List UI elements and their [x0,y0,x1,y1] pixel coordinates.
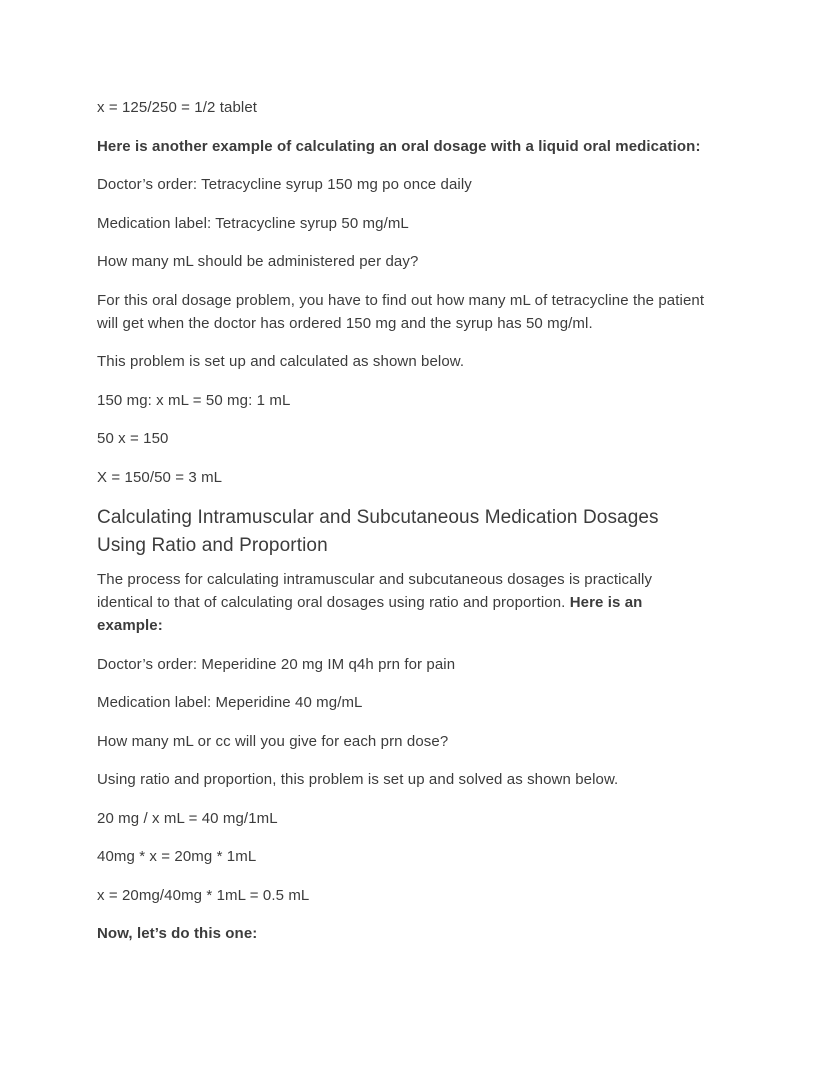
section-intro-normal-text: The process for calculating intramuscular and subcutaneous dosages is practically identical to that of calculating oral dosages using ratio and proportion. [97,571,653,611]
formula-50x-equals-150: 50 x = 150 [97,430,169,447]
explanation-oral-dosage-problem: For this oral dosage problem, you have to find out how many mL of tetracycline the patient will get when the doctor has ordered 150 mg and the syrup has 50 mg/ml. [97,291,705,332]
formula-20mg-over-xml: 20 mg / x mL = 40 mg/1mL [97,809,278,827]
formula-40mg-times-x: 40mg * x = 20mg * 1mL [97,848,257,865]
doctors-order-meperidine: Doctor’s order: Meperidine 20 mg IM q4h prn for pain [97,655,456,673]
formula-half-tablet-result: x = 125/250 = 1/2 tablet [97,99,258,116]
section-heading-im-subq-dosages: Calculating Intramuscular and Subcutaneous Medication Dosages Using Ratio and Proportion [97,507,659,556]
section-intro-bold-text: Here is an example: [97,594,643,634]
closing-prompt: Now, let’s do this one: [97,925,258,942]
medication-label-tetracycline: Medication label: Tetracycline syrup 50 mg/mL [97,214,409,232]
doctors-order-tetracycline: Doctor’s order: Tetracycline syrup 150 mg po once daily [97,176,472,193]
formula-result-3ml: X = 150/50 = 3 mL [97,468,223,486]
document-body [97,96,711,961]
question-ml-per-day: How many mL should be administered per day? [97,253,419,270]
question-ml-per-prn-dose: How many mL or cc will you give for each prn dose? [97,732,449,750]
formula-result-05ml: x = 20mg/40mg * 1mL = 0.5 mL [97,886,310,904]
liquid-oral-example-intro: Here is another example of calculating an oral dosage with a liquid oral medication: [97,137,701,155]
formula-ratio-proportion: 150 mg: x mL = 50 mg: 1 mL [97,391,291,409]
setup-statement-im: Using ratio and proportion, this problem is set up and solved as shown below. [97,771,619,788]
setup-statement-oral: This problem is set up and calculated as shown below. [97,353,465,370]
section-intro-im-subq [97,568,711,637]
medication-label-meperidine: Medication label: Meperidine 40 mg/mL [97,694,363,711]
